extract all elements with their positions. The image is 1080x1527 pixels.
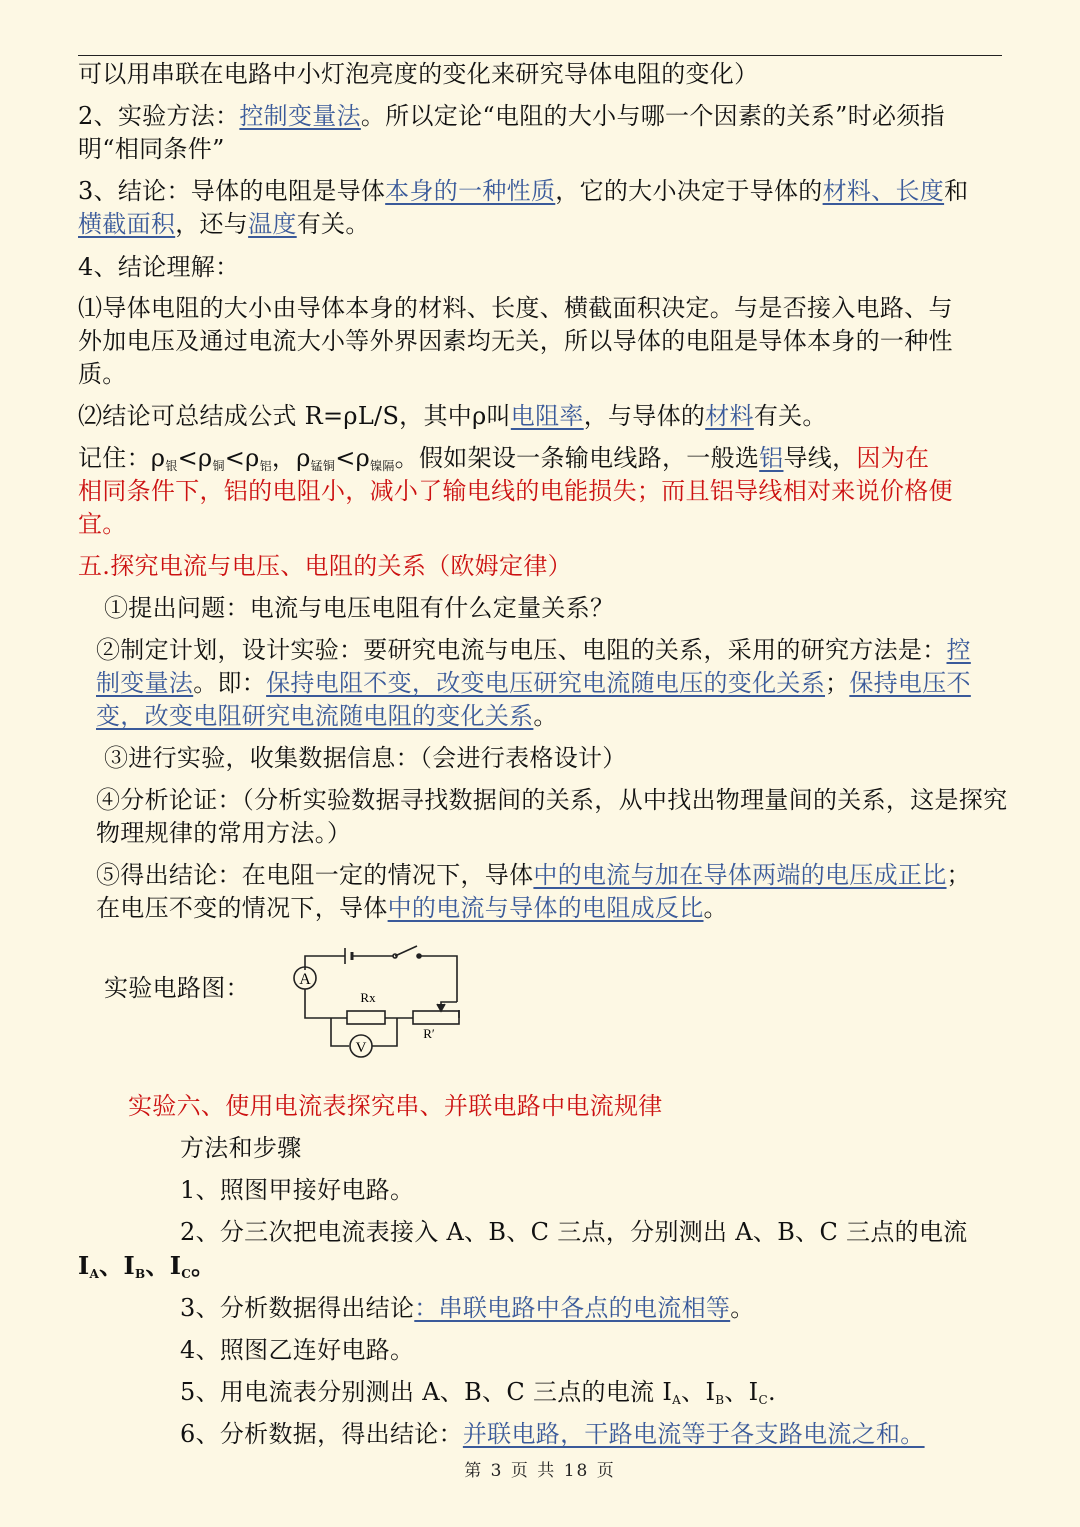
underlined-answer: 制变量法 <box>96 669 194 697</box>
underlined-answer: 中的电流与加在导体两端的电压成正比 <box>533 861 947 889</box>
text-line: 可以用串联在电路中小灯泡亮度的变化来研究导体电阻的变化） <box>78 60 759 88</box>
underlined-answer: 电阻率 <box>510 402 584 430</box>
switch-lever <box>395 946 417 956</box>
text-line: ⑴导体电阻的大小由导体本身的材料、长度、横截面积决定。与是否接入电路、与 <box>78 294 953 322</box>
text-line: 记住：$\rho_银<\rho_铜<\rho_铝$，$\rho_{锰铜}<\rho_{镍隔}$。假如架设一条输电线路，一般选铝导线，因为在 <box>78 444 930 473</box>
text-line: ⑵结论可总结成公式 R=ρL/S，其中ρ叫电阻率，与导体的材料有关。 <box>78 402 827 430</box>
text-line: 方法和步骤 <box>180 1134 302 1162</box>
circuit-diagram <box>285 940 485 1065</box>
text-line: 2、分三次把电流表接入 A、B、C 三点，分别测出 A、B、C 三点的电流 <box>180 1218 968 1246</box>
underlined-answer: 中的电流与导体的电阻成反比 <box>387 894 704 922</box>
page-number: 第 3 页 共 18 页 <box>464 1461 616 1481</box>
voltmeter-label: V <box>355 1040 367 1056</box>
text-line: 在电压不变的情况下，导体中的电流与导体的电阻成反比。 <box>96 894 728 922</box>
text-line: ⑤得出结论：在电阻一定的情况下，导体中的电流与加在导体两端的电压成正比； <box>96 861 971 889</box>
text-line: 横截面积，还与温度有关。 <box>78 210 370 238</box>
text-line: 4、照图乙连好电路。 <box>180 1336 415 1364</box>
text-line: $I_A$、$I_B$、$I_C$。 <box>78 1251 216 1281</box>
underlined-answer: 并联电路，干路电流等于各支路电流之和。 <box>462 1420 925 1448</box>
underlined-answer: 铝 <box>759 444 784 472</box>
underlined-answer: 保持电压不 <box>849 669 971 697</box>
ammeter-label: A <box>299 971 311 988</box>
underlined-answer: 控 <box>946 636 971 664</box>
text-line: 4、结论理解： <box>78 253 240 281</box>
text-line: 物理规律的常用方法。） <box>96 819 352 847</box>
text-line: 变，改变电阻研究电流随电阻的变化关系。 <box>96 702 558 730</box>
text-line: ④分析论证：（分析实验数据寻找数据间的关系，从中找出物理量间的关系，这是探究 <box>96 786 1008 814</box>
text-line: 质。 <box>78 360 127 388</box>
text-line: 宜。 <box>78 510 127 538</box>
underlined-answer: 本身的一种性质 <box>385 177 556 205</box>
text-line: 外加电压及通过电流大小等外界因素均无关，所以导体的电阻是导体本身的一种性 <box>78 327 953 355</box>
section-heading: 实验六、使用电流表探究串、并联电路中电流规律 <box>128 1092 663 1120</box>
underlined-answer: 保持电阻不变，改变电压研究电流随电压的变化关系 <box>266 669 826 697</box>
text-line: 3、分析数据得出结论：串联电路中各点的电流相等。 <box>180 1294 755 1322</box>
rheostat-label: R′ <box>423 1026 435 1041</box>
underlined-answer: 材料 <box>705 402 754 430</box>
underlined-answer: 变，改变电阻研究电流随电阻的变化关系 <box>96 702 534 730</box>
text-line: 6、分析数据，得出结论：并联电路，干路电流等于各支路电流之和。 <box>180 1420 925 1448</box>
circuit-caption: 实验电路图： <box>104 974 250 1002</box>
resistor-rx <box>347 1011 385 1024</box>
text-line: 明“相同条件” <box>78 135 225 163</box>
underlined-answer: 温度 <box>248 210 297 238</box>
text-line: ①提出问题：电流与电压电阻有什么定量关系？ <box>104 594 615 622</box>
underlined-answer: 横截面积 <box>78 210 176 238</box>
text-line: 3、结论：导体的电阻是导体本身的一种性质，它的大小决定于导体的材料、长度和 <box>78 177 969 205</box>
resistor-label: Rx <box>360 990 376 1005</box>
text-line: ②制定计划，设计实验：要研究电流与电压、电阻的关系，采用的研究方法是：控 <box>96 636 971 664</box>
text-line: 5、用电流表分别测出 A、B、C 三点的电流 $I_A$、$I_B$、$I_C$. <box>180 1378 776 1407</box>
rheostat <box>413 1011 459 1024</box>
text-line: 制变量法。即：保持电阻不变，改变电压研究电流随电压的变化关系；保持电压不 <box>96 669 971 697</box>
underlined-answer: 材料、长度 <box>822 177 945 205</box>
text-line: 相同条件下，铝的电阻小，减小了输电线的电能损失；而且铝导线相对来说价格便 <box>78 477 953 505</box>
text-line: 1、照图甲接好电路。 <box>180 1176 415 1204</box>
underlined-answer: ：串联电路中各点的电流相等 <box>414 1294 731 1322</box>
text-line: ③进行实验，收集数据信息：（会进行表格设计） <box>104 744 627 772</box>
underlined-answer: 控制变量法 <box>239 102 361 130</box>
text-line: 2、实验方法：控制变量法。所以定论“电阻的大小与哪一个因素的关系”时必须指 <box>78 102 945 130</box>
section-heading: 五.探究电流与电压、电阻的关系（欧姆定律） <box>78 552 572 580</box>
top-rule <box>78 55 1002 56</box>
